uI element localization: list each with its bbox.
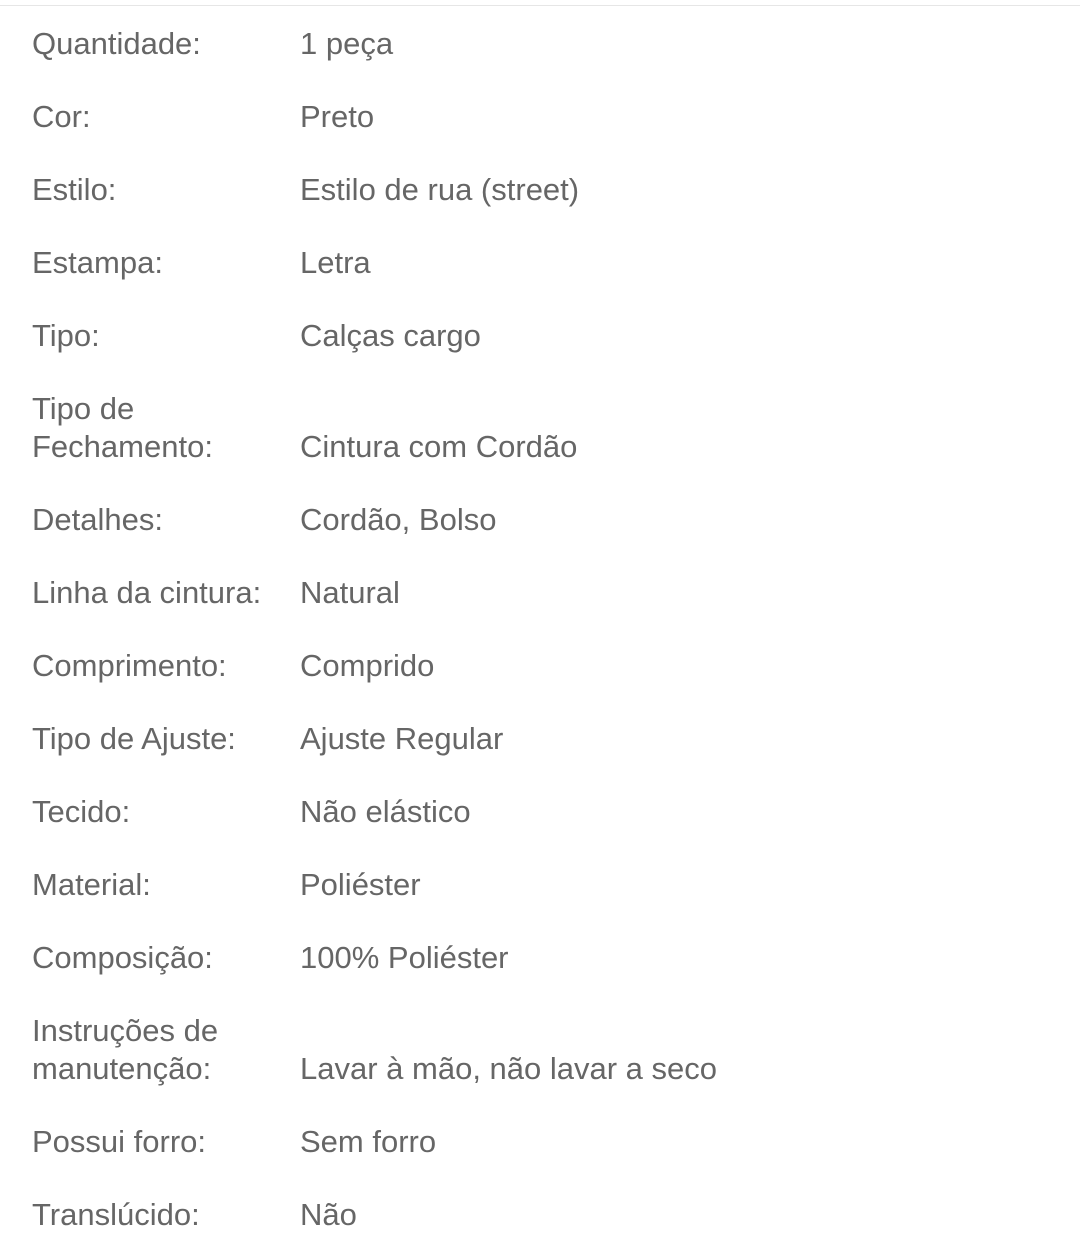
spec-row-comprimento [0,647,1080,685]
top-divider [0,0,1080,6]
spec-value: Cordão, Bolso [300,502,497,537]
spec-label: Tipo de Fechamento: [32,391,213,464]
spec-row-linha-da-cintura [0,574,1080,612]
spec-row-instrucoes-de-manutencao [0,1012,1080,1088]
spec-value: Preto [300,99,375,134]
spec-row-material [0,866,1080,904]
spec-row-translucido [0,1196,1080,1234]
spec-label: Instruções de manutenção: [32,1013,219,1086]
spec-label: Comprimento: [32,648,227,683]
spec-label: Linha da cintura: [32,575,262,610]
spec-row-tecido [0,793,1080,831]
spec-value: Poliéster [300,867,421,902]
spec-label: Tipo de Ajuste: [32,721,236,756]
spec-value: Letra [300,245,371,280]
spec-row-possui-forro [0,1123,1080,1161]
spec-label: Translúcido: [32,1197,200,1232]
spec-value: Não elástico [300,794,471,829]
spec-value: Natural [300,575,400,610]
spec-value: Calças cargo [300,318,481,353]
spec-value: Estilo de rua (street) [300,172,580,207]
spec-row-quantidade [0,25,1080,63]
spec-value: 100% Poliéster [300,940,509,975]
spec-row-detalhes [0,501,1080,539]
spec-row-tipo-de-ajuste [0,720,1080,758]
spec-value: Ajuste Regular [300,721,504,756]
spec-label: Material: [32,867,151,902]
spec-label: Possui forro: [32,1124,207,1159]
spec-value: Sem forro [300,1124,437,1159]
spec-value: 1 peça [300,26,394,61]
spec-row-tipo-de-fechamento [0,390,1080,466]
spec-label: Detalhes: [32,502,163,537]
spec-label: Estilo: [32,172,117,207]
spec-value: Lavar à mão, não lavar a seco [300,1051,718,1086]
spec-label: Tipo: [32,318,100,353]
spec-label: Quantidade: [32,26,201,61]
spec-row-tipo [0,317,1080,355]
spec-value: Comprido [300,648,435,683]
spec-label: Composição: [32,940,213,975]
spec-value: Cintura com Cordão [300,429,578,464]
spec-row-estampa [0,244,1080,282]
spec-row-estilo [0,171,1080,209]
spec-row-composicao [0,939,1080,977]
spec-label: Tecido: [32,794,131,829]
spec-value: Não [300,1197,357,1232]
spec-label: Estampa: [32,245,163,280]
spec-label: Cor: [32,99,91,134]
spec-row-cor [0,98,1080,136]
